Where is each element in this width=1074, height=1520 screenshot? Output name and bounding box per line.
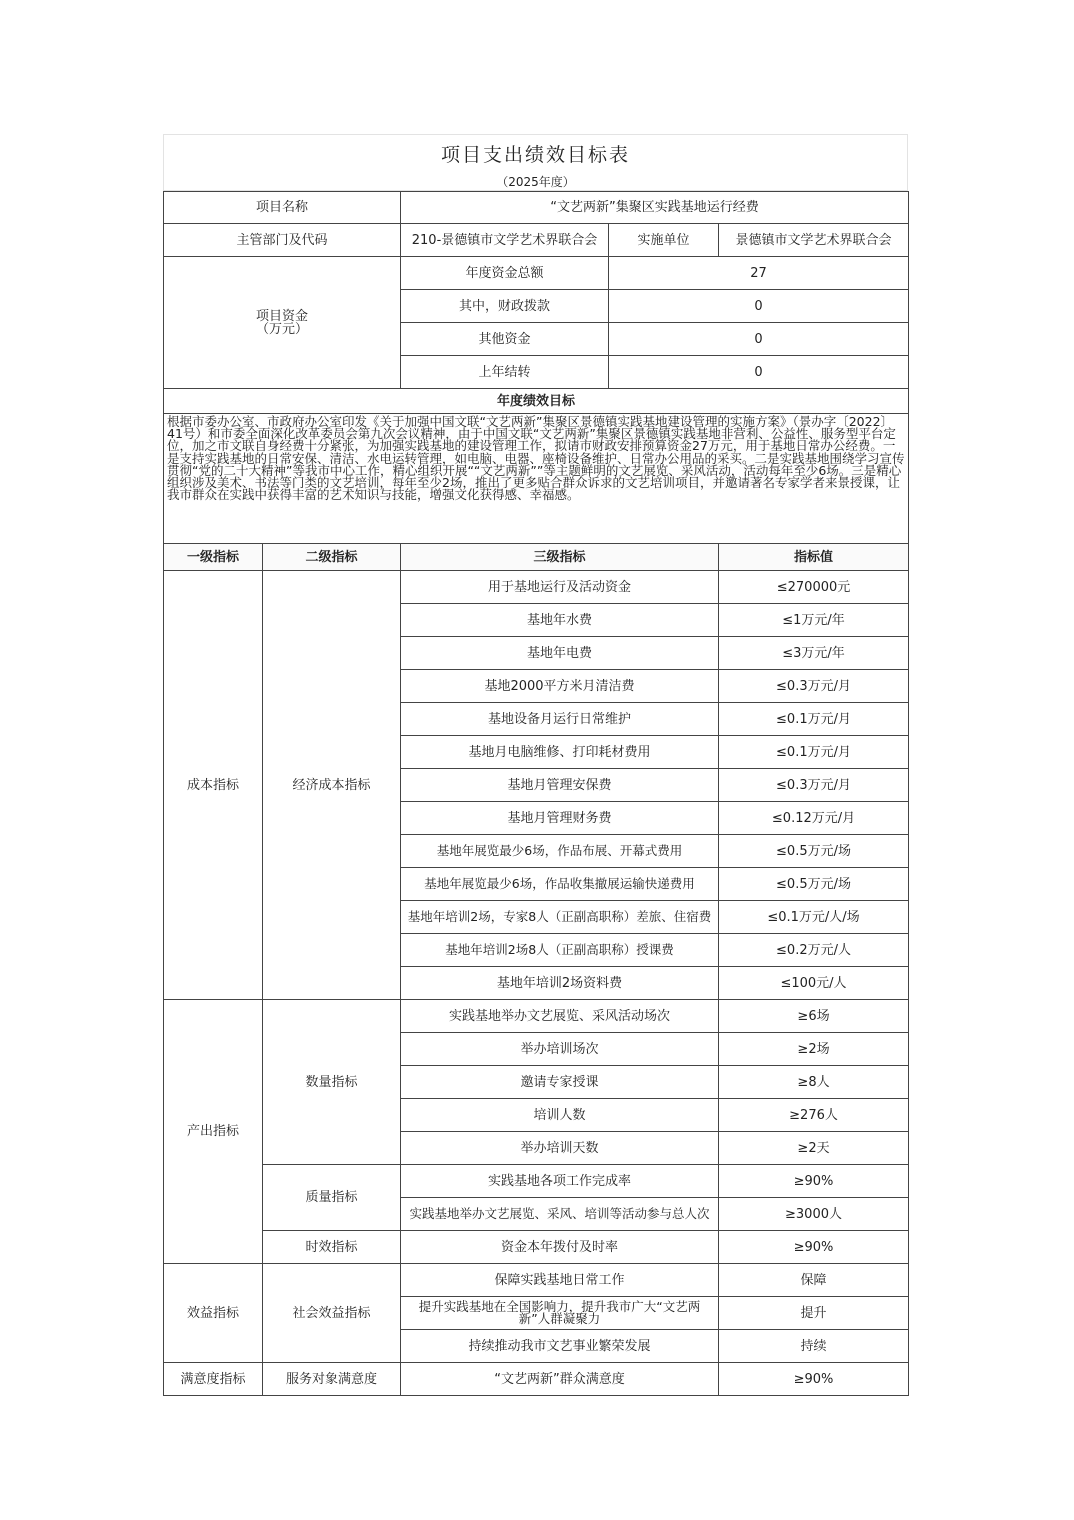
performance-table bbox=[163, 191, 909, 1396]
satisfaction-level1: 满意度指标 bbox=[164, 1363, 263, 1396]
indicator-value: ≤0.12万元/月 bbox=[719, 802, 909, 835]
indicator-value: ≥6场 bbox=[719, 1000, 909, 1033]
sheet-title: 项目支出绩效目标表 bbox=[163, 134, 908, 172]
funds-row-value: 0 bbox=[609, 356, 909, 389]
indicator-name: 举办培训天数 bbox=[401, 1132, 719, 1165]
indicator-name: 基地月电脑维修、打印耗材费用 bbox=[401, 736, 719, 769]
funds-row-label: 上年结转 bbox=[401, 356, 609, 389]
impl-unit-label: 实施单位 bbox=[609, 224, 719, 257]
impl-unit-value: 景德镇市文学艺术界联合会 bbox=[719, 224, 909, 257]
indicator-name: 基地年水费 bbox=[401, 604, 719, 637]
output-level1: 产出指标 bbox=[164, 1000, 263, 1264]
indicator-name: 提升实践基地在全国影响力，提升我市广大“文艺两新”人群凝聚力 bbox=[401, 1297, 719, 1330]
indicator-name: 基地年展览最少6场，作品收集撤展运输快递费用 bbox=[401, 868, 719, 901]
indicator-name: 实践基地各项工作完成率 bbox=[401, 1165, 719, 1198]
quality-level2: 质量指标 bbox=[263, 1165, 401, 1231]
indicator-value: ≤0.1万元/人/场 bbox=[719, 901, 909, 934]
indicator-value: ≤3万元/年 bbox=[719, 637, 909, 670]
indicator-name: 邀请专家授课 bbox=[401, 1066, 719, 1099]
indicator-value: ≤0.5万元/场 bbox=[719, 868, 909, 901]
funds-row-value: 0 bbox=[609, 290, 909, 323]
indicator-name: 基地年展览最少6场，作品布展、开幕式费用 bbox=[401, 835, 719, 868]
project-name-value: “文艺两新”集聚区实践基地运行经费 bbox=[401, 192, 909, 224]
header-level1: 一级指标 bbox=[164, 544, 263, 571]
indicator-value: ≥2天 bbox=[719, 1132, 909, 1165]
indicator-value: 提升 bbox=[719, 1297, 909, 1330]
indicator-name: 培训人数 bbox=[401, 1099, 719, 1132]
indicator-value: ≤0.3万元/月 bbox=[719, 670, 909, 703]
indicator-value: ≥90% bbox=[719, 1363, 909, 1396]
indicator-value: ≥90% bbox=[719, 1231, 909, 1264]
indicator-name: 基地年培训2场8人（正副高职称）授课费 bbox=[401, 934, 719, 967]
indicator-value: ≤1万元/年 bbox=[719, 604, 909, 637]
indicator-value: ≥90% bbox=[719, 1165, 909, 1198]
satisfaction-level2: 服务对象满意度 bbox=[263, 1363, 401, 1396]
indicator-value: 保障 bbox=[719, 1264, 909, 1297]
project-name-label: 项目名称 bbox=[164, 192, 401, 224]
indicator-value: ≥276人 bbox=[719, 1099, 909, 1132]
indicator-name: 举办培训场次 bbox=[401, 1033, 719, 1066]
funds-label: 项目资金 （万元） bbox=[164, 257, 401, 389]
indicator-name: “文艺两新”群众满意度 bbox=[401, 1363, 719, 1396]
funds-row-label: 年度资金总额 bbox=[401, 257, 609, 290]
indicator-name: 基地年电费 bbox=[401, 637, 719, 670]
indicator-name: 保障实践基地日常工作 bbox=[401, 1264, 719, 1297]
indicator-name: 基地设备月运行日常维护 bbox=[401, 703, 719, 736]
indicator-value: ≤100元/人 bbox=[719, 967, 909, 1000]
indicator-name: 资金本年拨付及时率 bbox=[401, 1231, 719, 1264]
indicator-name: 基地月管理安保费 bbox=[401, 769, 719, 802]
funds-row-value: 27 bbox=[609, 257, 909, 290]
sheet-year: （2025年度） bbox=[163, 172, 908, 191]
indicator-value: ≤0.5万元/场 bbox=[719, 835, 909, 868]
indicator-value: ≤0.2万元/人 bbox=[719, 934, 909, 967]
performance-target-sheet bbox=[163, 134, 908, 1396]
funds-row-label: 其中，财政拨款 bbox=[401, 290, 609, 323]
indicator-name: 基地年培训2场资料费 bbox=[401, 967, 719, 1000]
indicator-value: ≤0.1万元/月 bbox=[719, 703, 909, 736]
funds-row-value: 0 bbox=[609, 323, 909, 356]
indicator-name: 实践基地举办文艺展览、采风活动场次 bbox=[401, 1000, 719, 1033]
indicator-value: ≥3000人 bbox=[719, 1198, 909, 1231]
indicator-name: 实践基地举办文艺展览、采风、培训等活动参与总人次 bbox=[401, 1198, 719, 1231]
indicator-value: ≥8人 bbox=[719, 1066, 909, 1099]
indicator-name: 基地年培训2场，专家8人（正副高职称）差旅、住宿费 bbox=[401, 901, 719, 934]
benefit-level2: 社会效益指标 bbox=[263, 1264, 401, 1363]
annual-goal-text: 根据市委办公室、市政府办公室印发《关于加强中国文联“文艺两新”集聚区景德镇实践基地建设管理的实施方案》（景办字〔2022〕41号）和市委全面深化改革委员会第九次会议精神，由于中国文联“文艺两新”集聚区景德镇实践基地非营利、公益性、服务型平台定位，加之市文联自身经费十分紧张，为加强实践基地的建设管理工作，拟请市财政安排预算资金27万元，用于基地日常办公经费。一是支持实践基地的日常安保、清洁、水电运转管理，如电脑、电器、座椅设备维护、日常办公用品的采买。二是实践基地围绕学习宣传贯彻“党的二十大精神”等我市中心工作，精心组织开展““文艺两新””等主题鲜明的文艺展览、采风活动，活动每年至少6场。三是精心组织涉及美术、书法等门类的文艺培训，每年至少2场，推出了更多贴合群众诉求的文艺培训项目，并邀请著名专家学者来景授课，让我市群众在实践中获得丰富的艺术知识与技能，增强文化获得感、幸福感。 bbox=[164, 414, 909, 544]
cost-level2: 经济成本指标 bbox=[263, 571, 401, 1000]
header-level2: 二级指标 bbox=[263, 544, 401, 571]
benefit-level1: 效益指标 bbox=[164, 1264, 263, 1363]
annual-goal-heading: 年度绩效目标 bbox=[164, 389, 909, 414]
indicator-name: 基地月管理财务费 bbox=[401, 802, 719, 835]
header-value: 指标值 bbox=[719, 544, 909, 571]
indicator-value: ≤0.1万元/月 bbox=[719, 736, 909, 769]
indicator-name: 基地2000平方米月清洁费 bbox=[401, 670, 719, 703]
indicator-name: 用于基地运行及活动资金 bbox=[401, 571, 719, 604]
indicator-value: ≤0.3万元/月 bbox=[719, 769, 909, 802]
indicator-name: 持续推动我市文艺事业繁荣发展 bbox=[401, 1330, 719, 1363]
quantity-level2: 数量指标 bbox=[263, 1000, 401, 1165]
funds-row-label: 其他资金 bbox=[401, 323, 609, 356]
indicator-value: 持续 bbox=[719, 1330, 909, 1363]
timeliness-level2: 时效指标 bbox=[263, 1231, 401, 1264]
indicator-value: ≥2场 bbox=[719, 1033, 909, 1066]
indicator-value: ≤270000元 bbox=[719, 571, 909, 604]
dept-value: 210-景德镇市文学艺术界联合会 bbox=[401, 224, 609, 257]
dept-label: 主管部门及代码 bbox=[164, 224, 401, 257]
cost-level1: 成本指标 bbox=[164, 571, 263, 1000]
header-level3: 三级指标 bbox=[401, 544, 719, 571]
